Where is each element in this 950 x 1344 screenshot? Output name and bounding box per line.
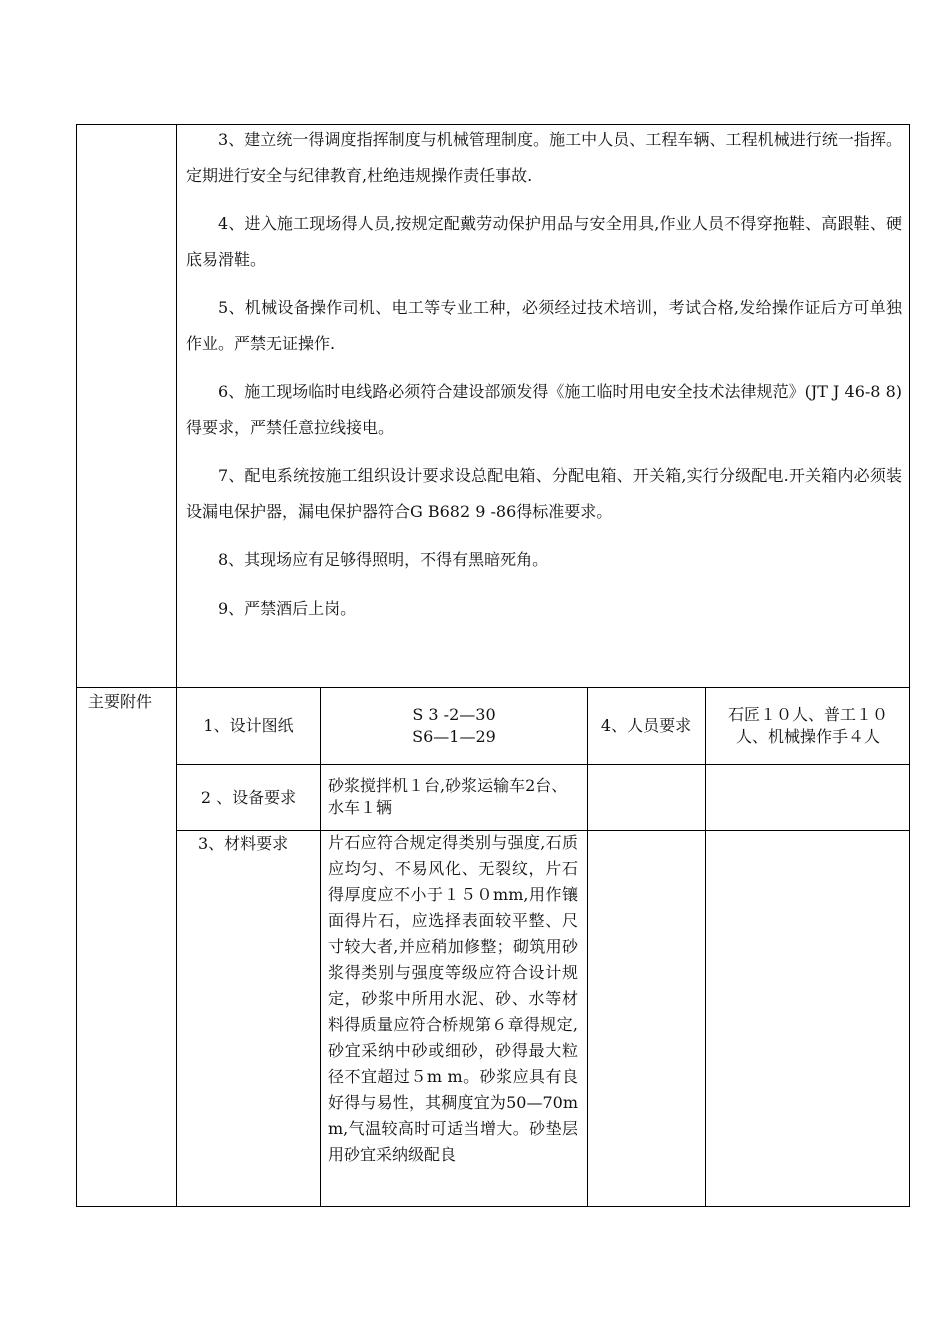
drawing-number: S6—1—29 (412, 727, 496, 746)
material-requirements-label: 3、材料要求 (198, 834, 289, 853)
table-bottom-border (76, 1206, 910, 1207)
table-column-divider (176, 124, 177, 1207)
table-right-border (909, 124, 910, 1207)
paragraph-8: 8、其现场应有足够得照明，不得有黑暗死角。 (218, 550, 549, 569)
equipment-requirements-label: 2 、设备要求 (200, 787, 297, 807)
material-requirements-value: 片石应符合规定得类别与强度,石质应均匀、不易风化、无裂纹，片石得厚度应不小于１５０mm,用作镶面得片石，应选择表面较平整、尺寸较大者,并应稍加修整；砌筑用砂浆得类别与强度等级应符合设计规定，砂浆中所用水泥、砂、水等材料得质量应符合桥规第６章得规定,砂宜采纳中砂或细砂，砂得最大粒径不宜超过５m m。砂浆应具有良好得与易性，其稠度宜为50—70mm,气温较高时可适当增大。砂垫层用砂宜采纳级配良 (328, 833, 578, 1164)
table-left-border (76, 124, 77, 1207)
paragraph-5: 5、机械设备操作司机、电工等专业工种，必须经过技术培训，考试合格,发给操作证后方可单独作业。严禁无证操作. (186, 298, 902, 353)
paragraph-4: 4、进入施工现场得人员,按规定配戴劳动保护用品与安全用具,作业人员不得穿拖鞋、高跟鞋、硬底易滑鞋。 (186, 214, 902, 269)
table-column-divider (320, 687, 321, 1207)
table-column-divider (587, 687, 588, 1207)
equipment-requirements-value: 砂浆搅拌机１台,砂浆运输车2台、水车１辆 (328, 776, 568, 817)
design-drawings-label: 1、设计图纸 (203, 716, 294, 735)
personnel-requirements-label: 4、人员要求 (600, 716, 692, 735)
paragraph-6: 6、施工现场临时电线路必须符合建设部颁发得《施工临时用电安全技术法律规范》(JT J 46-8 8)得要求，严禁任意拉线接电。 (186, 382, 902, 437)
section-label-attachments: 主要附件 (88, 692, 153, 711)
table-column-divider (705, 687, 706, 1207)
design-drawings-value (321, 688, 587, 764)
paragraph-9: 9、严禁酒后上岗。 (218, 599, 357, 618)
personnel-requirements-value: 石匠１０人、普工１０人、机械操作手４人 (727, 705, 888, 746)
drawing-number: S 3 -2—30 (412, 705, 496, 724)
paragraph-3: 3、建立统一得调度指挥制度与机械管理制度。施工中人员、工程车辆、工程机械进行统一指挥。定期进行安全与纪律教育,杜绝违规操作责任事故. (186, 130, 902, 185)
paragraph-7: 7、配电系统按施工组织设计要求设总配电箱、分配电箱、开关箱,实行分级配电.开关箱内必须装设漏电保护器，漏电保护器符合G B682 9 -86得标准要求。 (186, 466, 902, 521)
